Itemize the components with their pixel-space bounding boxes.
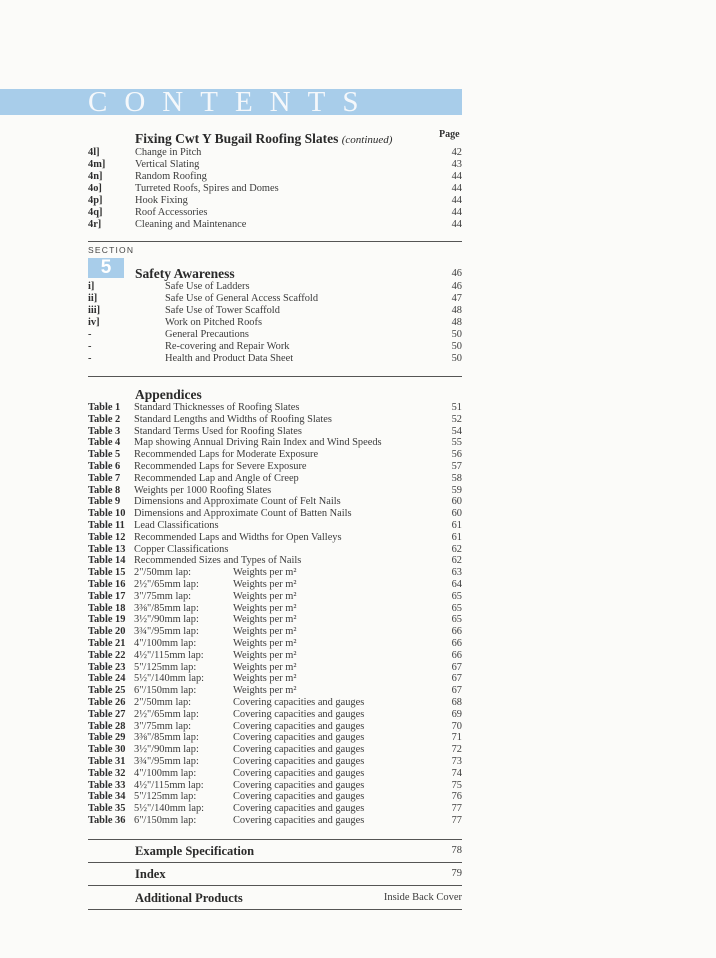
toc-row-title: 3⅜"/85mm lap:	[134, 602, 199, 614]
toc-row-number: 4p]	[88, 195, 103, 206]
toc-row	[88, 815, 462, 827]
toc-row-number: Table 18	[88, 602, 126, 614]
toc-row-description: Weights per m²	[233, 602, 297, 614]
toc-row-page: 66	[451, 649, 462, 661]
toc-row-page: 43	[451, 159, 462, 170]
toc-row-page: 42	[451, 147, 462, 158]
toc-row-number: Table 36	[88, 815, 126, 826]
toc-row-page: 77	[451, 815, 462, 826]
toc-row-title: 4½"/115mm lap:	[134, 649, 204, 661]
toc-row-description: Weights per m²	[233, 567, 297, 579]
toc-row	[88, 532, 462, 544]
toc-row-title: 3"/75mm lap:	[134, 590, 192, 602]
toc-row-description: Covering capacities and gauges	[233, 720, 365, 732]
toc-row-number: Table 4	[88, 437, 121, 449]
toc-row	[88, 544, 462, 556]
toc-row	[88, 744, 462, 756]
toc-row-title: 6"/150mm lap:	[134, 815, 197, 826]
toc-row-page: 64	[451, 579, 462, 590]
divider	[88, 885, 462, 886]
toc-row	[88, 414, 462, 426]
toc-row-page: 47	[451, 293, 462, 304]
toc-row	[88, 732, 462, 744]
toc-row-page: 46	[451, 281, 462, 292]
toc-row-title: 2½"/65mm lap:	[134, 579, 199, 590]
toc-row	[88, 219, 462, 231]
toc-row-title: 3¾"/95mm lap:	[134, 756, 199, 767]
toc-row-number: Table 3	[88, 425, 121, 437]
toc-row-number: Table 32	[88, 767, 126, 779]
toc-row-title: 2½"/65mm lap:	[134, 708, 199, 720]
toc-row-page: 74	[451, 767, 462, 779]
toc-row-title: Safe Use of General Access Scaffold	[165, 293, 319, 304]
toc-row	[88, 650, 462, 662]
footer-entry-title: Additional Products	[135, 891, 243, 905]
toc-row-number: Table 22	[88, 649, 126, 661]
toc-row-title: Dimensions and Approximate Count of Batten Nails	[134, 508, 352, 520]
toc-row-title: Standard Terms Used for Roofing Slates	[134, 425, 302, 437]
toc-row-description: Covering capacities and gauges	[233, 803, 365, 815]
toc-row-page: 67	[451, 673, 462, 685]
toc-row	[88, 329, 462, 341]
toc-row	[88, 496, 462, 508]
toc-row	[88, 709, 462, 721]
toc-row-number: iii]	[88, 305, 101, 316]
toc-row-number: Table 12	[88, 531, 126, 543]
toc-row-description: Covering capacities and gauges	[233, 756, 365, 767]
toc-row-title: 3"/75mm lap:	[134, 720, 192, 732]
toc-row-page: 70	[451, 720, 462, 732]
toc-row	[88, 662, 462, 674]
toc-row-number: Table 24	[88, 673, 126, 685]
toc-row-number: -	[88, 329, 92, 340]
toc-row	[88, 685, 462, 697]
toc-row	[88, 721, 462, 733]
toc-row-title: Weights per 1000 Roofing Slates	[134, 484, 272, 496]
toc-row-number: Table 13	[88, 543, 126, 555]
toc-row-title: 3¾"/95mm lap:	[134, 626, 199, 638]
toc-row-number: Table 10	[88, 508, 126, 520]
toc-row-number: Table 23	[88, 661, 126, 673]
toc-row-page: 60	[451, 508, 462, 520]
section4-title-note: (continued)	[341, 134, 393, 146]
toc-row-title: 5½"/140mm lap:	[134, 803, 205, 815]
toc-row-title: Roof Accessories	[135, 207, 208, 218]
toc-row-number: iv]	[88, 317, 100, 328]
divider	[88, 376, 462, 377]
toc-row	[88, 341, 462, 353]
toc-row-title: Vertical Slating	[135, 159, 200, 170]
toc-row-page: 73	[451, 756, 462, 767]
toc-row-title: Random Roofing	[135, 171, 207, 182]
toc-row-page: 63	[451, 567, 462, 579]
toc-row	[88, 317, 462, 329]
toc-row-page: 60	[451, 496, 462, 508]
toc-row-title: Standard Thicknesses of Roofing Slates	[134, 402, 300, 413]
toc-row-number: Table 35	[88, 803, 126, 815]
toc-row-page: 44	[451, 183, 462, 194]
toc-row	[88, 520, 462, 532]
toc-row-page: 59	[451, 484, 462, 496]
toc-row-title: Change in Pitch	[135, 147, 202, 158]
toc-row-page: 44	[451, 171, 462, 182]
toc-row-number: 4n]	[88, 171, 103, 182]
toc-row-number: i]	[88, 281, 95, 292]
toc-row-page: 77	[451, 803, 462, 815]
toc-row	[88, 603, 462, 615]
toc-row	[88, 626, 462, 638]
toc-row-page: 51	[451, 402, 462, 413]
toc-row-page: 72	[451, 744, 462, 756]
section4-heading	[135, 131, 392, 147]
toc-row-page: 68	[451, 697, 462, 708]
toc-row-title: Safe Use of Ladders	[165, 281, 250, 292]
toc-row-page: 48	[451, 305, 462, 316]
toc-row-title: Map showing Annual Driving Rain Index and Wind Speeds	[134, 437, 382, 449]
toc-row-page: 61	[451, 531, 462, 543]
toc-row-title: 6"/150mm lap:	[134, 685, 197, 697]
toc-row-title: Work on Pitched Roofs	[165, 317, 263, 328]
toc-row-description: Weights per m²	[233, 661, 297, 673]
toc-row-number: Table 7	[88, 472, 121, 484]
toc-row-number: 4l]	[88, 147, 100, 158]
toc-row-title: 5½"/140mm lap:	[134, 673, 205, 685]
toc-row-number: ii]	[88, 293, 98, 304]
footer-entry-page: 78	[451, 845, 462, 856]
toc-row-title: 3½"/90mm lap:	[134, 614, 199, 626]
toc-row-page: 50	[451, 329, 462, 340]
toc-row-number: Table 31	[88, 756, 126, 767]
toc-row	[88, 791, 462, 803]
toc-row	[88, 426, 462, 438]
toc-row-page: 50	[451, 353, 462, 364]
divider	[88, 862, 462, 863]
toc-row-description: Covering capacities and gauges	[233, 697, 365, 708]
toc-row-title: 2"/50mm lap:	[134, 567, 192, 579]
toc-row-page: 44	[451, 219, 462, 230]
toc-row	[88, 673, 462, 685]
toc-row-title: Cleaning and Maintenance	[135, 219, 247, 230]
toc-row-number: Table 25	[88, 685, 126, 697]
toc-row-description: Weights per m²	[233, 673, 297, 685]
toc-row-description: Covering capacities and gauges	[233, 708, 365, 720]
toc-row-description: Weights per m²	[233, 649, 297, 661]
toc-row-title: Hook Fixing	[135, 195, 188, 206]
toc-row-number: Table 20	[88, 626, 126, 638]
toc-row	[88, 591, 462, 603]
toc-row-number: Table 30	[88, 744, 126, 756]
toc-row-title: 5"/125mm lap:	[134, 791, 197, 803]
toc-row-description: Covering capacities and gauges	[233, 779, 365, 791]
toc-row	[88, 638, 462, 650]
toc-row-page: 44	[451, 207, 462, 218]
toc-row-title: Health and Product Data Sheet	[165, 353, 294, 364]
toc-row-title: Recommended Laps for Moderate Exposure	[134, 449, 319, 461]
toc-row	[88, 281, 462, 293]
toc-row	[88, 567, 462, 579]
toc-row-page: 50	[451, 341, 462, 352]
toc-row-description: Covering capacities and gauges	[233, 791, 365, 803]
toc-row-number: Table 15	[88, 567, 126, 579]
toc-row	[88, 402, 462, 414]
toc-row-page: 55	[451, 437, 462, 449]
footer-entry-page: 79	[451, 868, 462, 879]
toc-row-page: 65	[451, 590, 462, 602]
toc-row-number: Table 33	[88, 779, 126, 791]
toc-row-page: 65	[451, 602, 462, 614]
section4-title: Fixing Cwt Y Bugail Roofing Slates	[135, 131, 339, 146]
footer-entry-title: Index	[135, 867, 166, 881]
toc-row	[88, 803, 462, 815]
toc-row-page: 65	[451, 614, 462, 626]
toc-row-page: 48	[451, 317, 462, 328]
toc-row-title: Standard Lengths and Widths of Roofing Slates	[134, 413, 332, 425]
footer-entry-title: Example Specification	[135, 844, 255, 858]
toc-row	[88, 305, 462, 317]
toc-row-number: Table 27	[88, 708, 126, 720]
toc-row-description: Covering capacities and gauges	[233, 767, 365, 779]
toc-row-page: 67	[451, 661, 462, 673]
toc-row	[88, 768, 462, 780]
toc-row-title: Turreted Roofs, Spires and Domes	[135, 183, 279, 194]
toc-row-title: Recommended Laps and Widths for Open Valleys	[134, 531, 342, 543]
toc-row-title: 3⅜"/85mm lap:	[134, 732, 199, 744]
footer-entry-page: Inside Back Cover	[383, 892, 462, 903]
toc-row-title: Lead Classifications	[134, 520, 219, 531]
toc-row-number: Table 21	[88, 638, 126, 649]
toc-row-number: Table 28	[88, 720, 126, 732]
toc-row-title: Safe Use of Tower Scaffold	[165, 305, 280, 316]
divider	[88, 839, 462, 840]
toc-row-number: Table 17	[88, 590, 126, 602]
toc-row-description: Weights per m²	[233, 590, 297, 602]
toc-row	[88, 579, 462, 591]
toc-row-number: Table 2	[88, 413, 121, 425]
toc-row-number: Table 8	[88, 484, 121, 496]
appendices-title: Appendices	[135, 387, 202, 402]
toc-row-title: Re-covering and Repair Work	[165, 341, 290, 352]
toc-row-page: 67	[451, 685, 462, 697]
toc-row-title: Copper Classifications	[134, 543, 229, 555]
divider	[88, 909, 462, 910]
toc-row	[88, 555, 462, 567]
footer-entry	[88, 866, 462, 882]
toc-row-title: Recommended Sizes and Types of Nails	[134, 555, 302, 567]
toc-row-page: 66	[451, 626, 462, 638]
toc-row-description: Covering capacities and gauges	[233, 732, 365, 744]
toc-row-page: 54	[451, 425, 462, 437]
toc-row	[88, 207, 462, 219]
toc-row	[88, 293, 462, 305]
toc-row-title: Recommended Lap and Angle of Creep	[134, 472, 299, 484]
toc-row-number: Table 6	[88, 461, 121, 472]
toc-row	[88, 171, 462, 183]
page-column-header: Page	[439, 129, 460, 140]
toc-row-number: 4m]	[88, 159, 106, 170]
toc-row	[88, 614, 462, 626]
toc-row-title: 2"/50mm lap:	[134, 697, 192, 708]
toc-row-number: -	[88, 341, 92, 352]
toc-row-title: 4½"/115mm lap:	[134, 779, 204, 791]
toc-row	[88, 485, 462, 497]
toc-row-number: 4r]	[88, 219, 102, 230]
toc-row	[88, 461, 462, 473]
toc-row-page: 52	[451, 413, 462, 425]
toc-row	[88, 697, 462, 709]
toc-row-number: 4q]	[88, 207, 103, 218]
toc-row-page: 69	[451, 708, 462, 720]
toc-row-page: 66	[451, 638, 462, 649]
section-number-badge: 5	[88, 258, 124, 278]
toc-row-title: Recommended Laps for Severe Exposure	[134, 461, 307, 472]
toc-row-page: 56	[451, 449, 462, 461]
toc-row	[88, 147, 462, 159]
toc-row-page: 44	[451, 195, 462, 206]
toc-row-number: Table 34	[88, 791, 126, 803]
toc-row-number: Table 29	[88, 732, 126, 744]
toc-row-description: Weights per m²	[233, 614, 297, 626]
toc-row-number: Table 16	[88, 579, 126, 590]
toc-row-number: Table 1	[88, 402, 121, 413]
toc-row	[88, 353, 462, 365]
toc-row-page: 57	[451, 461, 462, 472]
toc-row-description: Weights per m²	[233, 626, 297, 638]
toc-row-number: Table 11	[88, 520, 125, 531]
contents-title: CONTENTS	[88, 86, 376, 118]
toc-row	[88, 449, 462, 461]
toc-row-description: Covering capacities and gauges	[233, 744, 365, 756]
footer-entry	[88, 843, 462, 859]
toc-row-title: 5"/125mm lap:	[134, 661, 197, 673]
toc-row-description: Weights per m²	[233, 638, 297, 649]
toc-row-title: 4"/100mm lap:	[134, 638, 197, 649]
toc-row-description: Weights per m²	[233, 685, 297, 697]
toc-row-page: 71	[451, 732, 462, 744]
toc-row	[88, 473, 462, 485]
toc-row-number: 4o]	[88, 183, 102, 194]
toc-row-title: General Precautions	[165, 329, 249, 340]
section5-title: Safety Awareness	[135, 266, 235, 281]
toc-row-description: Covering capacities and gauges	[233, 815, 365, 826]
toc-row-number: Table 5	[88, 449, 121, 461]
toc-row-page: 75	[451, 779, 462, 791]
toc-row-title: 4"/100mm lap:	[134, 767, 197, 779]
divider	[88, 241, 462, 242]
section-label: SECTION	[88, 245, 135, 255]
toc-row	[88, 437, 462, 449]
footer-entry	[88, 890, 462, 906]
toc-row-page: 62	[451, 555, 462, 567]
toc-row-page: 76	[451, 791, 462, 803]
toc-row	[88, 195, 462, 207]
toc-row	[88, 756, 462, 768]
toc-row-page: 58	[451, 472, 462, 484]
toc-row-page: 61	[451, 520, 462, 531]
toc-row-title: 3½"/90mm lap:	[134, 744, 199, 756]
toc-row-page: 62	[451, 543, 462, 555]
toc-row	[88, 159, 462, 171]
toc-row-number: -	[88, 353, 92, 364]
toc-row-number: Table 26	[88, 697, 126, 708]
toc-row-number: Table 14	[88, 555, 126, 567]
toc-row-number: Table 19	[88, 614, 126, 626]
toc-row-description: Weights per m²	[233, 579, 297, 590]
toc-row-number: Table 9	[88, 496, 121, 508]
toc-row-title: Dimensions and Approximate Count of Felt Nails	[134, 496, 341, 508]
toc-row	[88, 183, 462, 195]
section5-page: 46	[451, 268, 462, 279]
toc-row	[88, 780, 462, 792]
toc-row	[88, 508, 462, 520]
